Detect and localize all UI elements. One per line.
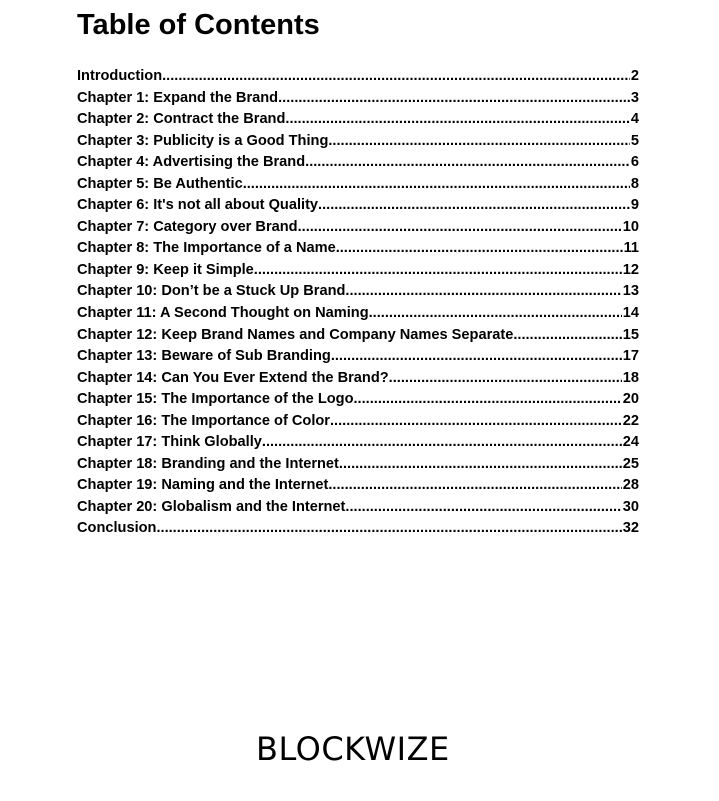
toc-entry-chapter-10[interactable]	[77, 283, 639, 305]
dot-leader	[369, 305, 622, 321]
toc-entry-chapter-6[interactable]	[77, 197, 639, 219]
toc-entry-chapter-18[interactable]	[77, 456, 639, 478]
toc-entry-label: Chapter 5: Be Authentic	[77, 175, 243, 192]
toc-entry-chapter-15[interactable]	[77, 391, 639, 413]
toc-entry-page: 4	[630, 111, 639, 128]
toc-entry-page: 11	[623, 240, 639, 257]
toc-entry-chapter-16[interactable]	[77, 413, 639, 435]
toc-entry-label: Chapter 20: Globalism and the Internet	[77, 498, 346, 515]
toc-entry-label: Chapter 17: Think Globally	[77, 434, 262, 451]
toc-entry-page: 22	[622, 412, 639, 429]
toc-entry-page: 28	[622, 477, 639, 494]
dot-leader	[298, 219, 622, 235]
toc-entry-chapter-3[interactable]	[77, 133, 639, 155]
toc-entry-label: Chapter 8: The Importance of a Name	[77, 240, 336, 257]
toc-entry-chapter-8[interactable]	[77, 240, 639, 262]
toc-entry-chapter-1[interactable]	[77, 90, 639, 112]
toc-entry-label: Conclusion	[77, 520, 157, 537]
toc-entry-chapter-4[interactable]	[77, 154, 639, 176]
toc-entry-chapter-5[interactable]	[77, 176, 639, 198]
toc-entry-page: 13	[622, 283, 639, 300]
toc-entry-label: Introduction	[77, 68, 163, 84]
toc-entry-page: 12	[622, 261, 639, 278]
toc-entry-chapter-2[interactable]	[77, 111, 639, 133]
toc-entry-chapter-19[interactable]	[77, 477, 639, 499]
toc-entry-chapter-14[interactable]	[77, 370, 639, 392]
dot-leader	[156, 520, 621, 536]
toc-entry-label: Chapter 11: A Second Thought on Naming	[77, 305, 369, 322]
toc-entry-label: Chapter 15: The Importance of the Logo	[77, 391, 354, 408]
toc-entry-page: 32	[622, 520, 639, 537]
toc-entry-page: 30	[622, 498, 639, 515]
toc-entry-page: 17	[622, 348, 639, 365]
toc-entry-chapter-7[interactable]	[77, 219, 639, 241]
dot-leader	[345, 283, 621, 299]
toc-entry-label: Chapter 9: Keep it Simple	[77, 261, 254, 278]
page-title: Table of Contents	[77, 9, 320, 41]
dot-leader	[354, 391, 622, 407]
toc-entry-label: Chapter 1: Expand the Brand	[77, 89, 279, 106]
toc-entry-page: 24	[622, 434, 639, 451]
dot-leader	[328, 477, 621, 493]
toc-entry-label: Chapter 18: Branding and the Internet	[77, 455, 339, 472]
toc-entry-label: Chapter 3: Publicity is a Good Thing	[77, 132, 329, 149]
toc-entry-chapter-17[interactable]	[77, 434, 639, 456]
toc-entry-page: 5	[630, 132, 639, 149]
dot-leader	[339, 456, 622, 472]
toc-entry-page: 25	[622, 455, 639, 472]
toc-entry-label: Chapter 19: Naming and the Internet	[77, 477, 329, 494]
toc-entry-label: Chapter 4: Advertising the Brand	[77, 154, 306, 171]
dot-leader	[328, 133, 630, 149]
toc-entry-page: 10	[622, 218, 639, 235]
dot-leader	[262, 434, 622, 450]
toc-entry-chapter-12[interactable]	[77, 327, 639, 349]
toc-entry-page: 3	[630, 89, 639, 106]
dot-leader	[389, 370, 622, 386]
dot-leader	[331, 348, 622, 364]
toc-entry-chapter-9[interactable]	[77, 262, 639, 284]
dot-leader	[345, 499, 621, 515]
dot-leader	[278, 90, 630, 106]
toc-entry-label: Chapter 13: Beware of Sub Branding	[77, 348, 331, 365]
dot-leader	[162, 68, 630, 84]
toc-entry-label: Chapter 14: Can You Ever Extend the Brand?	[77, 369, 389, 386]
dot-leader	[513, 327, 621, 343]
toc-entry-page: 6	[630, 154, 639, 171]
toc-entry-introduction[interactable]	[77, 68, 639, 90]
toc-entry-chapter-11[interactable]	[77, 305, 639, 327]
toc-entry-page: 9	[630, 197, 639, 214]
toc-entry-page: 18	[622, 369, 639, 386]
toc-entry-conclusion[interactable]	[77, 520, 639, 542]
toc-entry-page: 20	[622, 391, 639, 408]
dot-leader	[305, 154, 630, 170]
toc-entry-label: Chapter 10: Don’t be a Stuck Up Brand	[77, 283, 346, 300]
footer-logo: BLOCKWIZE	[256, 730, 450, 768]
toc-entry-chapter-20[interactable]	[77, 499, 639, 521]
toc-entry-label: Chapter 7: Category over Brand	[77, 218, 298, 235]
toc-entry-page: 15	[622, 326, 639, 343]
dot-leader	[254, 262, 622, 278]
table-of-contents	[77, 68, 639, 542]
dot-leader	[330, 413, 622, 429]
toc-entry-label: Chapter 2: Contract the Brand	[77, 111, 286, 128]
dot-leader	[336, 240, 623, 256]
dot-leader	[243, 176, 630, 192]
toc-entry-page: 8	[630, 175, 639, 192]
toc-entry-page: 14	[622, 305, 639, 322]
dot-leader	[285, 111, 629, 127]
toc-entry-label: Chapter 6: It's not all about Quality	[77, 197, 319, 214]
toc-entry-page: 2	[630, 68, 639, 84]
toc-entry-label: Chapter 12: Keep Brand Names and Company Names Separate	[77, 326, 514, 343]
toc-entry-chapter-13[interactable]	[77, 348, 639, 370]
dot-leader	[318, 197, 630, 213]
toc-entry-label: Chapter 16: The Importance of Color	[77, 412, 330, 429]
